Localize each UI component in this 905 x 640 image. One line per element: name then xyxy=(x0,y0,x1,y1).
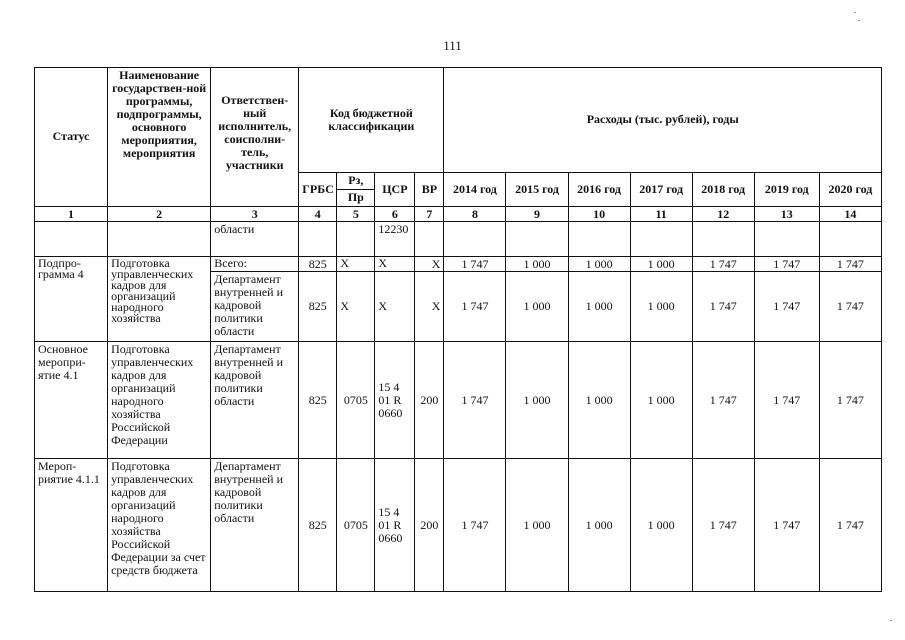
header-year: 2020 год xyxy=(819,172,881,206)
header-year: 2018 год xyxy=(692,172,754,206)
scan-speck xyxy=(858,20,860,21)
cell-value: 1 000 xyxy=(568,271,630,341)
cell-status: Основное меропри-ятие 4.1 xyxy=(35,342,108,459)
header-budget-code: Код бюджетной классификации xyxy=(299,68,444,173)
header-year: 2017 год xyxy=(630,172,692,206)
column-number: 2 xyxy=(108,206,211,222)
cell-value xyxy=(444,222,506,257)
column-number: 8 xyxy=(444,206,506,222)
cell-value: 1 000 xyxy=(630,459,692,592)
cell-value xyxy=(506,222,568,257)
cell-value: 1 747 xyxy=(692,257,754,271)
header-name: Наименование государствен-ной программы, подпрограммы, основного мероприятия, мероприятия xyxy=(108,68,211,207)
header-status: Статус xyxy=(35,68,108,207)
cell-vr: 200 xyxy=(415,342,444,459)
cell-csr: Х xyxy=(375,257,415,271)
cell-value: 1 747 xyxy=(754,271,819,341)
cell-vr: Х xyxy=(415,257,444,271)
cell-responsible: Департамент внутренней и кадровой политики области xyxy=(211,342,299,459)
column-number: 4 xyxy=(299,206,337,222)
cell-value: 1 000 xyxy=(568,257,630,271)
scan-speck xyxy=(890,620,892,621)
cell-value: 1 000 xyxy=(506,257,568,271)
page-number: 111 xyxy=(443,38,462,53)
column-number: 14 xyxy=(819,206,881,222)
table-row xyxy=(35,222,882,257)
cell-value: 1 747 xyxy=(819,271,881,341)
cell-value: 1 747 xyxy=(692,459,754,592)
cell-value: 1 747 xyxy=(754,459,819,592)
cell-value: 1 000 xyxy=(630,342,692,459)
column-number-row xyxy=(35,206,882,222)
scan-speck xyxy=(854,12,856,13)
table-row xyxy=(35,459,882,592)
cell-rzpr: Х xyxy=(337,271,375,341)
cell-value: 1 000 xyxy=(568,459,630,592)
cell-value xyxy=(819,222,881,257)
header-csr: ЦСР xyxy=(375,172,415,206)
cell-value xyxy=(568,222,630,257)
cell-value: 1 000 xyxy=(568,342,630,459)
budget-table xyxy=(34,67,882,592)
cell-responsible: Департамент внутренней и кадровой политики области xyxy=(211,459,299,592)
cell-value: 1 747 xyxy=(819,257,881,271)
table-row xyxy=(35,257,882,271)
cell-value: 1 000 xyxy=(630,271,692,341)
cell-status: Подпро-грамма 4 xyxy=(35,257,108,342)
header-responsible: Ответствен-ный исполнитель, соисполни-тель, участники xyxy=(211,68,299,207)
cell-csr: 15 4 01 R 0660 xyxy=(375,342,415,459)
cell-name: Подготовка управленческих кадров для организаций народного хозяйства Российской Федерации xyxy=(108,342,211,459)
cell-value: 1 747 xyxy=(819,459,881,592)
column-number: 3 xyxy=(211,206,299,222)
cell-rzpr: Х xyxy=(337,257,375,271)
column-number: 12 xyxy=(692,206,754,222)
column-number: 5 xyxy=(337,206,375,222)
column-number: 10 xyxy=(568,206,630,222)
header-vr: ВР xyxy=(415,172,444,206)
cell-grbs: 825 xyxy=(299,342,337,459)
header-year: 2014 год xyxy=(444,172,506,206)
cell-value xyxy=(630,222,692,257)
header-year: 2019 год xyxy=(754,172,819,206)
cell-grbs: 825 xyxy=(299,459,337,592)
cell-value: 1 747 xyxy=(444,257,506,271)
header-year: 2015 год xyxy=(506,172,568,206)
cell-value: 1 747 xyxy=(692,271,754,341)
cell-name: Подготовка управленческих кадров для организаций народного хозяйства Российской Федерации за счет средств бюджета xyxy=(108,459,211,592)
column-number: 6 xyxy=(375,206,415,222)
cell-csr: 15 4 01 R 0660 xyxy=(375,459,415,592)
header-year: 2016 год xyxy=(568,172,630,206)
column-number: 7 xyxy=(415,206,444,222)
cell-rzpr: 0705 xyxy=(337,459,375,592)
cell-rzpr xyxy=(337,222,375,257)
cell-value: 1 747 xyxy=(819,342,881,459)
header-grbs: ГРБС xyxy=(299,172,337,206)
column-number: 1 xyxy=(35,206,108,222)
cell-rzpr: 0705 xyxy=(337,342,375,459)
column-number: 11 xyxy=(630,206,692,222)
cell-grbs xyxy=(299,222,337,257)
cell-value: 1 747 xyxy=(444,342,506,459)
cell-vr: Х xyxy=(415,271,444,341)
header-rz: Рз, xyxy=(337,172,375,190)
header-expenses: Расходы (тыс. рублей), годы xyxy=(444,68,882,173)
cell-vr: 200 xyxy=(415,459,444,592)
cell-grbs: 825 xyxy=(299,271,337,341)
cell-value: 1 747 xyxy=(692,342,754,459)
cell-name xyxy=(108,222,211,257)
cell-csr: 12230 xyxy=(375,222,415,257)
cell-responsible: Всего: xyxy=(211,257,299,271)
cell-status xyxy=(35,222,108,257)
cell-value: 1 747 xyxy=(444,271,506,341)
header-pr: Пр xyxy=(337,190,375,207)
cell-value: 1 747 xyxy=(444,459,506,592)
cell-responsible: Департамент внутренней и кадровой политики области xyxy=(211,271,299,341)
cell-grbs: 825 xyxy=(299,257,337,271)
column-number: 9 xyxy=(506,206,568,222)
cell-value: 1 000 xyxy=(630,257,692,271)
cell-value: 1 000 xyxy=(506,459,568,592)
cell-vr xyxy=(415,222,444,257)
header-row xyxy=(35,68,882,173)
cell-value: 1 000 xyxy=(506,342,568,459)
cell-status: Мероп-риятие 4.1.1 xyxy=(35,459,108,592)
cell-value xyxy=(754,222,819,257)
cell-value: 1 747 xyxy=(754,257,819,271)
cell-value xyxy=(692,222,754,257)
cell-csr: Х xyxy=(375,271,415,341)
column-number: 13 xyxy=(754,206,819,222)
cell-value: 1 000 xyxy=(506,271,568,341)
cell-responsible: области xyxy=(211,222,299,257)
table-row xyxy=(35,342,882,459)
cell-name: Подготовка управленческих кадров для организаций народного хозяйства xyxy=(108,257,211,342)
cell-value: 1 747 xyxy=(754,342,819,459)
